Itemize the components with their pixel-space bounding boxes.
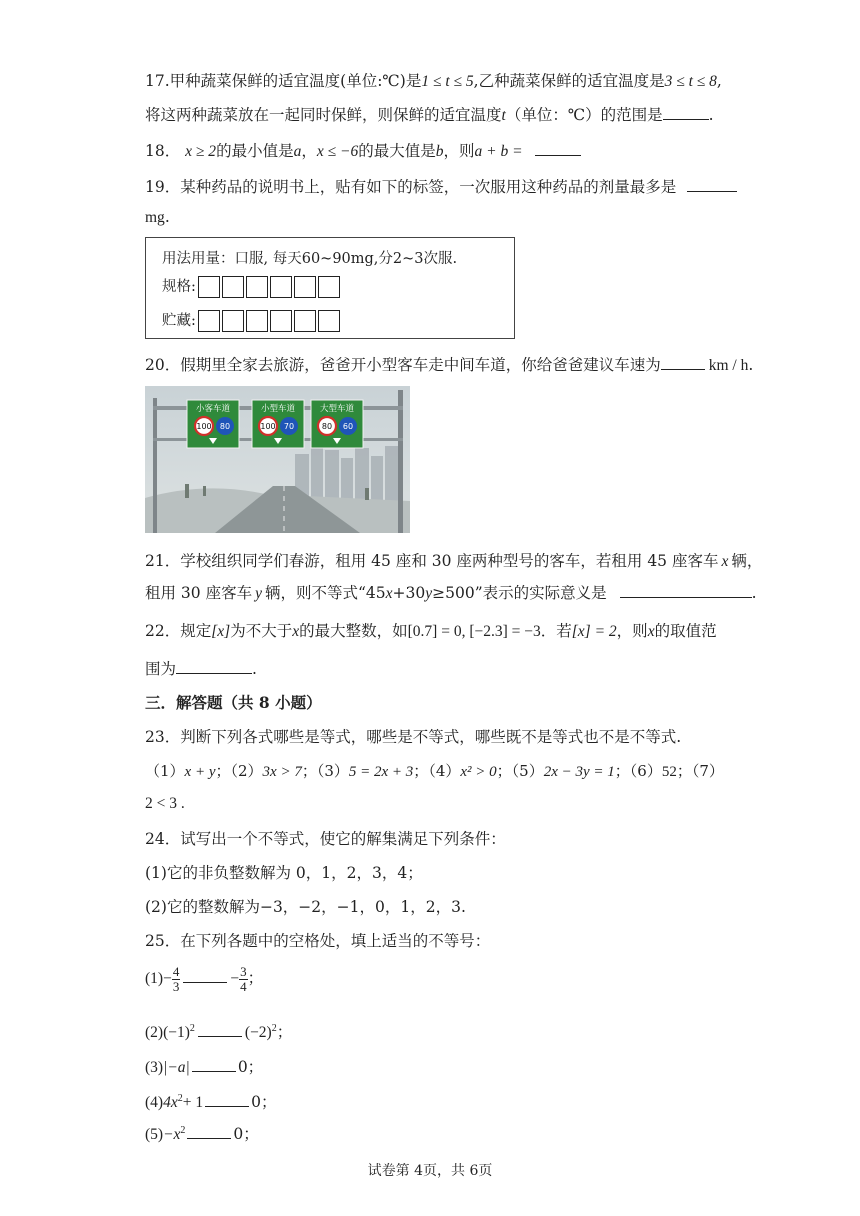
- q20-unit: km / h: [708, 357, 749, 374]
- q18-text-a: 的最小值是: [216, 142, 294, 160]
- q21-ineq-x: x: [385, 585, 393, 602]
- q25-p5-label: (5): [145, 1126, 164, 1144]
- sign3-min-speed: 60: [342, 422, 354, 431]
- q17-number: 17.: [145, 72, 170, 90]
- lane-sign-small-car: [187, 400, 239, 448]
- fraction-4-3: $\frac{4}{3}$: [172, 963, 180, 994]
- q19-unit: mg: [145, 209, 165, 226]
- q25-p4-expr-a: 4x: [163, 1094, 178, 1112]
- q25-p1-blank[interactable]: [183, 966, 227, 983]
- q25-p2-blank[interactable]: [198, 1022, 242, 1037]
- q25-part1: (1)− $\frac{4}{3}$ − $\frac{3}{4}$ ；: [145, 963, 264, 994]
- q25-p5-expr: −x: [163, 1126, 181, 1144]
- q18-answer-blank[interactable]: [535, 141, 581, 156]
- q23-item4-expr: x² > 0: [460, 764, 497, 780]
- storage-cells: [198, 310, 342, 332]
- q17-line1: [145, 70, 722, 93]
- lane-sign-large-vehicle: [311, 400, 363, 448]
- q22-number: 22．: [145, 622, 181, 640]
- q22-text4: ．若: [540, 622, 572, 640]
- label-storage-text: 贮藏:: [162, 313, 196, 329]
- q21-var-x: x: [721, 553, 729, 570]
- q23-item6-label: （6）: [629, 762, 662, 780]
- q19-line2: [145, 206, 170, 229]
- q17-text3: （单位：℃）的范围是: [505, 106, 663, 124]
- q25-part3: (3)|−a| 0；: [145, 1058, 264, 1076]
- q21-text5: +30: [392, 584, 426, 602]
- q18-text-c: ，则: [443, 142, 475, 160]
- label-spec-row: [162, 275, 342, 298]
- q25-p3-expr: |−a|: [163, 1059, 190, 1076]
- q21-text1: 学校组织同学们春游，租用 45 座和 30 座两种型号的客车，若租用 45 座客车: [180, 552, 719, 570]
- label-spec-text: 规格:: [162, 279, 196, 295]
- q22-answer-blank[interactable]: [176, 659, 252, 674]
- q23-line1: [145, 726, 681, 748]
- q18-text-b: 的最大值是: [358, 142, 436, 160]
- q23-text: 判断下列各式哪些是等式，哪些是不等式，哪些既不是等式也不是不等式.: [180, 728, 682, 746]
- q23-number: 23．: [145, 728, 181, 746]
- q22-var-x2: x: [647, 623, 655, 640]
- q20-answer-blank[interactable]: [661, 355, 705, 370]
- q17-comma: ,: [716, 72, 722, 90]
- q17-text: 甲种蔬菜保鲜的适宜温度(单位:℃)是: [169, 72, 422, 90]
- q22-condition: [x] = 2: [571, 623, 617, 640]
- q18-var-a: a: [293, 143, 302, 160]
- sign1-min-speed: 80: [219, 422, 231, 431]
- q22-line2: [145, 658, 257, 680]
- q24-condition-2: (2)它的整数解为−3，−2，−1，0，1，2，3.: [145, 898, 466, 916]
- q23-item7-expr: 2 < 3 .: [145, 795, 185, 812]
- q24-number: 24．: [145, 830, 181, 848]
- q17-range-b: 3 ≤ t ≤ 8: [664, 73, 717, 90]
- lane-sign-small-vehicle: [252, 400, 304, 448]
- sign2-min-speed: 70: [283, 422, 295, 431]
- q21-answer-blank[interactable]: [620, 583, 752, 598]
- q25-part4: $(4)4x^2+ 1$ 0；: [145, 1093, 277, 1112]
- fraction-3-4: $\frac{3}{4}$: [240, 963, 247, 994]
- q23-item5-expr: 2x − 3y = 1: [543, 764, 615, 780]
- q23-item7-label: （7）: [691, 762, 724, 780]
- q25-text: 在下列各题中的空格处，填上适当的不等号：: [180, 932, 491, 950]
- q18-number: 18．: [145, 142, 181, 160]
- q23-item1-label: （1）: [145, 762, 185, 780]
- q22-text3: 的最大整数，如: [299, 622, 408, 640]
- label-usage-text: 用法用量：口服, 每天60~90mg,分2~3次服.: [162, 251, 458, 267]
- q22-example: [0.7] = 0, [−2.3] = −3: [407, 623, 541, 640]
- q22-period: .: [252, 660, 257, 678]
- q25-p2-expr-b: (−2): [244, 1024, 272, 1042]
- q24-condition-1: (1)它的非负整数解为 0，1，2，3，4；: [145, 864, 423, 882]
- q23-item5-label: （5）: [511, 762, 544, 780]
- sign3-title: 大型车道: [319, 404, 355, 414]
- q25-p2-label: (2): [145, 1024, 164, 1042]
- q18-expr-b: x ≤ −6: [316, 143, 359, 160]
- q21-text3: 租用 30 座客车: [145, 584, 253, 602]
- q25-part5: $(5)-x^2$ 0；: [145, 1125, 259, 1144]
- q19-answer-blank[interactable]: [687, 177, 737, 192]
- highway-lane-sign-photo: [145, 386, 410, 533]
- q19-line1: [145, 176, 737, 198]
- q20-number: 20．: [145, 356, 181, 374]
- sign3-max-speed: 80: [321, 422, 333, 431]
- q22-text6: 的取值范: [654, 622, 717, 640]
- q23-items: （1）x + y；（2）3x > 7；（3）5 = 2x + 3；（4）x² > 0；（5）2x − 3y = 1；（6）52；（7）: [145, 762, 724, 780]
- q18-sum-expr: a + b =: [474, 143, 523, 160]
- q25-p3-label: (3): [145, 1059, 164, 1076]
- q18-var-b: b: [435, 143, 444, 160]
- q17-var: t: [501, 107, 506, 124]
- sign1-title: 小客车道: [195, 404, 231, 414]
- q17-answer-blank[interactable]: [663, 105, 709, 120]
- q17-range-a: 1 ≤ t ≤ 5: [421, 73, 474, 90]
- q19-text: 某种药品的说明书上，贴有如下的标签，一次服用这种药品的剂量最多是: [180, 178, 677, 196]
- q20-line: [145, 354, 753, 377]
- spec-cells: [198, 276, 342, 298]
- q23-item3-label: （3）: [316, 762, 349, 780]
- q24-text: 试写出一个不等式，使它的解集满足下列条件：: [180, 830, 506, 848]
- q19-period: .: [164, 208, 170, 226]
- q21-text6: ≥500”表示的实际意义是: [432, 584, 607, 602]
- page-footer: 试卷第 4页，共 6页: [367, 1163, 493, 1179]
- sign1-max-speed: 100: [196, 422, 212, 431]
- q18-comma: ，: [301, 142, 317, 160]
- medicine-label-box: [145, 237, 515, 339]
- q17-period: .: [708, 106, 714, 124]
- q22-floor-x: [x]: [211, 623, 231, 640]
- q21-number: 21．: [145, 552, 181, 570]
- q22-text7: 围为: [145, 660, 177, 678]
- q22-text1: 规定: [180, 622, 212, 640]
- sign2-title: 小型车道: [260, 404, 296, 414]
- q21-var-y: y: [255, 585, 262, 602]
- q25-part2: $(2)(-1)^2$ $(-2)^2$；: [145, 1023, 293, 1042]
- q20-period: .: [748, 356, 754, 374]
- q20-text: 假期里全家去旅游，爸爸开小型客车走中间车道，你给爸爸建议车速为: [180, 356, 661, 374]
- section-heading-answer-questions: 三．解答题（共 8 小题）: [145, 693, 322, 712]
- q25-p5-blank[interactable]: [187, 1124, 231, 1139]
- q21-line1: [145, 550, 762, 573]
- q25-number: 25．: [145, 932, 181, 950]
- q22-text2: 为不大于: [230, 622, 293, 640]
- q23-item6-expr: 52: [661, 764, 677, 780]
- q25-p3-blank[interactable]: [192, 1057, 236, 1072]
- q23-line3: [145, 792, 185, 815]
- q22-var-x: x: [292, 623, 300, 640]
- q25-line1: [145, 930, 490, 952]
- q21-text2: 辆，: [731, 552, 763, 570]
- q22-line1: [145, 620, 717, 643]
- q23-item3-expr: 5 = 2x + 3: [348, 764, 414, 780]
- label-storage-row: [162, 309, 342, 332]
- q19-number: 19．: [145, 178, 181, 196]
- q21-ineq-y: y: [425, 585, 433, 602]
- q23-item2-expr: 3x > 7: [262, 764, 302, 780]
- q18-line: [145, 140, 581, 163]
- q18-expr-a: x ≥ 2: [185, 143, 217, 160]
- sign2-max-speed: 100: [260, 422, 276, 431]
- q17-line2: [145, 104, 714, 127]
- q25-p4-label: (4): [145, 1094, 164, 1112]
- q23-item4-label: （4）: [428, 762, 461, 780]
- q21-line2: 租用 30 座客车 y 辆，则不等式“45x+30y≥500”表示的实际意义是 .: [145, 584, 757, 602]
- q23-item2-label: （2）: [230, 762, 263, 780]
- q21-text4: 辆，则不等式“45: [264, 584, 386, 602]
- q23-item1-expr: x + y: [184, 764, 216, 780]
- q25-p4-blank[interactable]: [205, 1092, 249, 1107]
- q22-text5: ，则: [616, 622, 648, 640]
- q25-p4-expr-b: + 1: [182, 1094, 204, 1112]
- q24-line1: [145, 828, 506, 850]
- q25-p2-expr-a: (−1): [163, 1024, 190, 1042]
- q17-text-mid: ,乙种蔬菜保鲜的适宜温度是: [473, 72, 665, 90]
- q17-text2: 将这两种蔬菜放在一起同时保鲜，则保鲜的适宜温度: [145, 106, 502, 124]
- q25-p1-label: (1): [145, 970, 164, 987]
